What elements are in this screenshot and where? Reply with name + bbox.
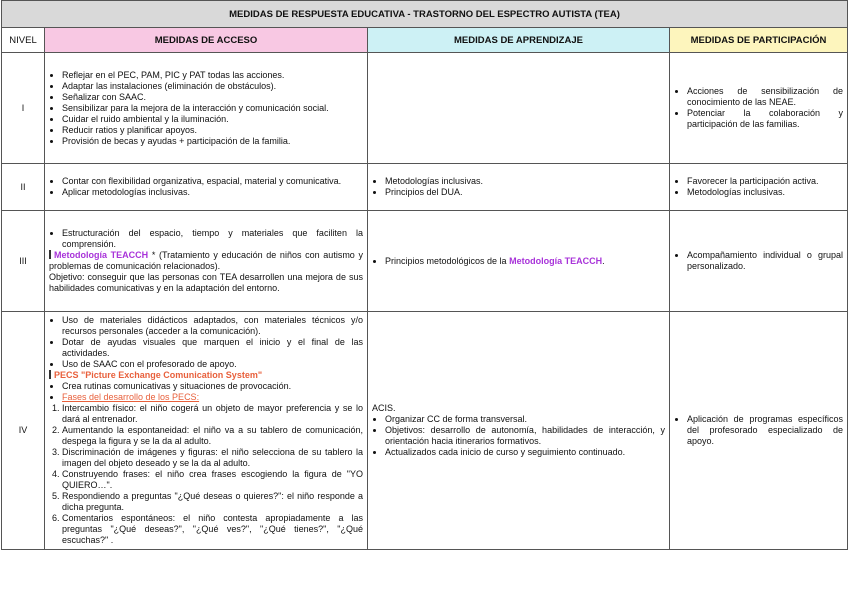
list-item: • Dotar de ayudas visuales que marquen el inicio y el final de las actividades. (62, 337, 363, 359)
list-item: • Uso de materiales didácticos adaptados, con materiales técnicos y/o recursos personales (acceder a la comunicación). (62, 315, 363, 337)
list-item (385, 256, 665, 267)
pecs-title: PECS "Picture Exchange Comunication System" (54, 370, 263, 380)
phase-item: 5. Respondiendo a preguntas "¿Qué deseas o quieres?": el niño responde a dicha pregunta. (62, 491, 363, 513)
participacion-cell (670, 211, 848, 312)
method-line (49, 250, 363, 272)
participacion-cell (670, 164, 848, 211)
header-row (2, 28, 848, 53)
phase-item: 3. Discriminación de imágenes y figuras: el niño selecciona de su tablero la imagen del objeto deseado y se la da al adulto. (62, 447, 363, 469)
bar-marker (49, 370, 51, 379)
row-level-4 (2, 312, 848, 550)
aprendizaje-cell (368, 164, 670, 211)
method-title: Metodología TEACCH (509, 255, 603, 266)
phase-item: 4. Construyendo frases: el niño crea frases escogiendo la figura de "YO QUIERO…". (62, 469, 363, 491)
acceso-cell (45, 164, 368, 211)
list-item: • Objetivos: desarrollo de autonomía, habilidades de interacción, y orientación hacia itinerarios formativos. (385, 425, 665, 447)
phase-item: 6. Comentarios espontáneos: el niño contesta apropiadamente a las preguntas "¿Qué deseas?", "¿Qué ves?", "¿Qué tienes?", "¿Qué escuchas?" . (62, 513, 363, 546)
aprendizaje-cell (368, 211, 670, 312)
list-item: • Metodologías inclusivas. (687, 187, 843, 198)
header-nivel: NIVEL (2, 28, 45, 53)
row-level-3 (2, 211, 848, 312)
phase-item: 1. Intercambio físico: el niño cogerá un objeto de mayor preferencia y se lo dará al entrenador. (62, 403, 363, 425)
method-desc: * (Tratamiento y educación de niños con autismo y problemas de comunicación relacionados). (49, 250, 363, 271)
method-title: Metodología TEACCH (54, 250, 149, 260)
row-level-2 (2, 164, 848, 211)
level-cell: III (2, 211, 45, 312)
objective-text: Objetivo: conseguir que las personas con TEA desarrollen una mejora de sus habilidades comunicativas y en la adaptación del entorno. (49, 272, 363, 293)
level-cell: I (2, 53, 45, 164)
list-item: • Sensibilizar para la mejora de la interacción y comunicación social. (62, 103, 363, 114)
participacion-cell (670, 312, 848, 550)
list-item: • Uso de SAAC con el profesorado de apoyo. (62, 359, 363, 370)
list-item: • Organizar CC de forma transversal. (385, 414, 665, 425)
list-item: • Crea rutinas comunicativas y situaciones de provocación. (62, 381, 363, 392)
list-item: • Estructuración del espacio, tiempo y materiales que faciliten la comprensión. (62, 228, 363, 250)
aprendizaje-cell (368, 53, 670, 164)
list-item: • Favorecer la participación activa. (687, 176, 843, 187)
pecs-line (49, 370, 363, 381)
acceso-cell (45, 53, 368, 164)
list-item: • Potenciar la colaboración y participación de las familias. (687, 108, 843, 130)
participacion-cell (670, 53, 848, 164)
header-acceso: MEDIDAS DE ACCESO (45, 28, 368, 53)
text-suffix: . (602, 255, 605, 266)
list-item: • Cuidar el ruido ambiental y la iluminación. (62, 114, 363, 125)
title-row (2, 1, 848, 28)
list-item: • Acciones de sensibilización de conocimiento de las NEAE. (687, 86, 843, 108)
list-item: • Principios del DUA. (385, 187, 665, 198)
list-item: • Reducir ratios y planificar apoyos. (62, 125, 363, 136)
list-item: • Señalizar con SAAC. (62, 92, 363, 103)
table-title: MEDIDAS DE RESPUESTA EDUCATIVA - TRASTORNO DEL ESPECTRO AUTISTA (TEA) (2, 1, 848, 28)
header-participacion: MEDIDAS DE PARTICIPACIÓN (670, 28, 848, 53)
list-item: • Reflejar en el PEC, PAM, PIC y PAT todas las acciones. (62, 70, 363, 81)
list-item: • Provisión de becas y ayudas + participación de la familia. (62, 136, 363, 147)
list-item: • Aplicar metodologías inclusivas. (62, 187, 363, 198)
list-item: • Actualizados cada inicio de curso y seguimiento continuado. (385, 447, 665, 458)
phase-item: 2. Aumentando la espontaneidad: el niño va a su tablero de comunicación, despega la figura y se la da al adulto. (62, 425, 363, 447)
aprendizaje-cell (368, 312, 670, 550)
row-level-1 (2, 53, 848, 164)
phases-title: Fases del desarrollo de los PECS: (62, 392, 200, 402)
list-item: • Acompañamiento individual o grupal personalizado. (687, 250, 843, 272)
list-item: • Contar con flexibilidad organizativa, espacial, material y comunicativa. (62, 176, 363, 187)
list-item: • Aplicación de programas específicos del profesorado especializado de apoyo. (687, 414, 843, 447)
level-cell: II (2, 164, 45, 211)
acceso-cell (45, 211, 368, 312)
bar-marker (49, 250, 51, 259)
level-cell: IV (2, 312, 45, 550)
list-item (62, 392, 363, 403)
list-item: • Adaptar las instalaciones (eliminación de obstáculos). (62, 81, 363, 92)
text-prefix: Principios metodológicos de la (385, 255, 510, 266)
acis-label: ACIS. (372, 403, 396, 413)
header-aprendizaje: MEDIDAS DE APRENDIZAJE (368, 28, 670, 53)
list-item: • Metodologías inclusivas. (385, 176, 665, 187)
acceso-cell (45, 312, 368, 550)
tea-measures-table (1, 0, 848, 550)
